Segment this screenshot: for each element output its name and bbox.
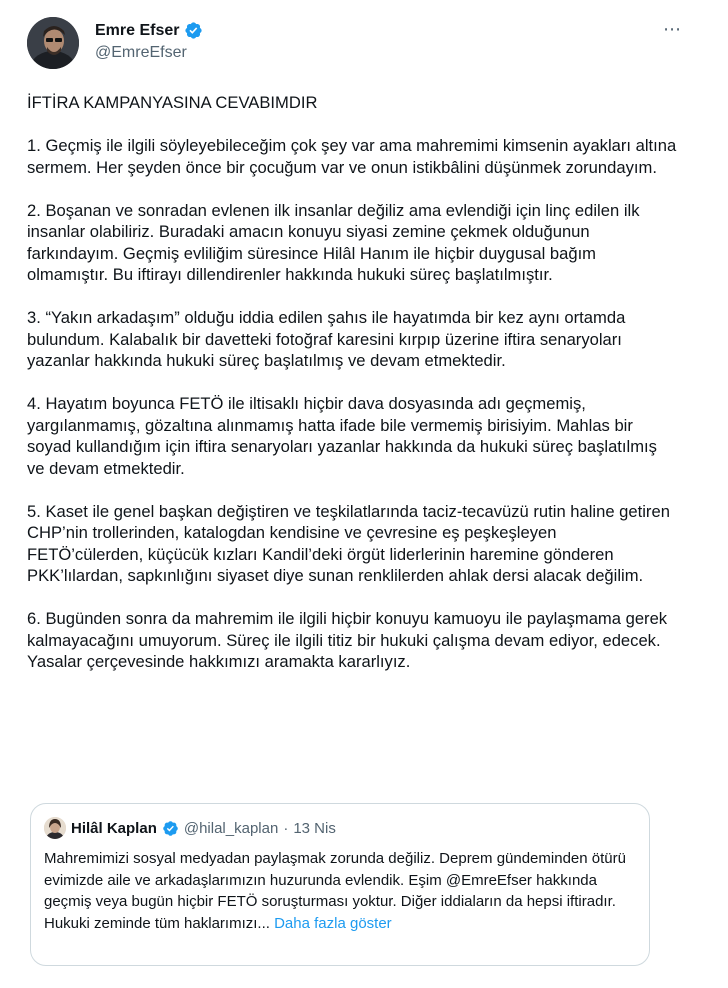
dot-separator: · <box>283 819 289 837</box>
tweet-paragraph-4: 4. Hayatım boyunca FETÖ ile iltisaklı hiçbir dava dosyasında adı geçmemiş, yargılanmamış, gözaltına alınmamış hatta ifade bile vermemiş birisiyim. Mahlas bir soyad kullandığım için iftira senaryoları yazanlar hakkında da hukuki süreç başlatılmış ve devam etmektedir. <box>27 394 657 478</box>
author-name[interactable]: Emre Efser <box>95 21 180 39</box>
tweet-header <box>27 17 707 73</box>
quoted-tweet[interactable] <box>30 803 650 966</box>
show-more-link[interactable]: Daha fazla göster <box>274 914 392 932</box>
tweet-paragraph-1: 1. Geçmiş ile ilgili söyleyebileceğim çok şey var ama mahremimi kimsenin ayakları altına sermem. Her şeyden önce bir çocuğum var ve onun istikbâlini düşünmek zorundayım. <box>27 136 677 177</box>
more-options-icon[interactable]: ⋯ <box>663 19 682 39</box>
tweet-text <box>27 92 677 694</box>
tweet-paragraph-5: 5. Kaset ile genel başkan değiştiren ve teşkilatlarında taciz-tecavüzü rutin haline getiren CHP’nin trollerinden, katalogdan kendisine ve çevresine eş peşkeşleyen FETÖ’cülerden, küçücük kızları Kandil’deki örgüt liderlerinin haremine gönderen PKK’lılardan, sapkınlığını siyaset diye sunan renklilerden ahlak dersi alacak değilim. <box>27 501 670 585</box>
tweet-paragraph-3: 3. “Yakın arkadaşım” olduğu iddia edilen şahıs ile hayatımda bir kez aynı ortamda bulundum. Kalabalık bir davetteki fotoğraf karesini kırpıp üzerine iftira senaryoları yazanlar hakkında hukuki süreç başlatılmış ve devam etmektedir. <box>27 308 626 370</box>
tweet-paragraph-2: 2. Boşanan ve sonradan evlenen ilk insanlar değiliz ama evlendiği için linç edilen ilk insanlar olabiliriz. Buradaki amacın konuyu siyasi zemine çekmek olduğunun farkındayım. Geçmiş evliliğim süresince Hilâl Hanım ile hiçbir duygusal bağım olmamıştır. Bu iftirayı dillendirenler hakkında hukuki süreç başlatılmıştır. <box>27 200 640 284</box>
verified-badge-icon <box>184 21 203 40</box>
quoted-date[interactable]: 13 Nis <box>293 819 336 837</box>
verified-badge-icon <box>162 820 179 837</box>
quoted-tweet-text <box>44 848 634 934</box>
author-name-row <box>95 21 203 40</box>
quoted-tweet-header <box>44 817 336 839</box>
author-handle[interactable]: @EmreEfser <box>95 44 187 61</box>
avatar[interactable] <box>27 17 79 69</box>
quoted-author-handle[interactable]: @hilal_kaplan <box>183 819 279 837</box>
quoted-author-name[interactable]: Hilâl Kaplan <box>71 819 157 837</box>
quoted-avatar[interactable] <box>44 817 66 839</box>
tweet-title: İFTİRA KAMPANYASINA CEVABIMDIR <box>27 93 318 112</box>
tweet-paragraph-6: 6. Bugünden sonra da mahremim ile ilgili hiçbir konuyu kamuoyu ile paylaşmama gerek kalmayacağını umuyorum. Süreç ile ilgili titiz bir hukuki çalışma devam ediyor, edecek. Yasalar çerçevesinde hakkımızı aramakta kararlıyız. <box>27 609 668 671</box>
quoted-text-body: Mahremimizi sosyal medyadan paylaşmak zorunda değiliz. Deprem gündeminden ötürü evimizde aile ve arkadaşlarımızın huzurunda evlendik. Eşim @EmreEfser hakkında geçmiş veya bugün hiçbir FETÖ soruşturması yoktur. Diğer iddiaların da hepsi iftiradır. Hukuki zeminde tüm haklarımızı... <box>44 850 626 932</box>
